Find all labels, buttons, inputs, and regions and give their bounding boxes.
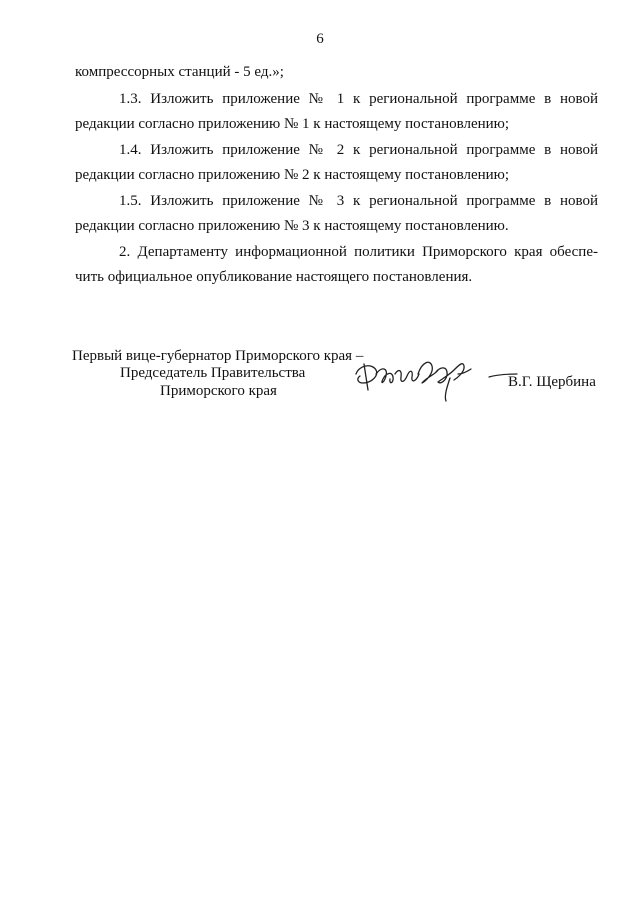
signer-title-line-3: Приморского края [160,383,277,399]
continuation-line: компрессорных станций - 5 ед.»; [75,64,284,80]
item-1-3-line-1: 1.3. Изложить приложение № 1 к региональной программе в новой [119,91,598,107]
item-1-5-line-1: 1.5. Изложить приложение № 3 к региональной программе в новой [119,193,598,209]
item-1-3-line-2: редакции согласно приложению № 1 к настоящему постановлению; [75,116,510,132]
signer-name: В.Г. Щербина [508,374,596,390]
item-2-line-2: чить официальное опубликование настоящего постановления. [75,269,473,285]
item-2-line-1: 2. Департаменту информационной политики Приморского края обеспе- [119,244,598,260]
item-1-4-line-2: редакции согласно приложению № 2 к настоящему постановлению; [75,167,510,183]
item-1-4-line-1: 1.4. Изложить приложение № 2 к региональной программе в новой [119,142,598,158]
page-number: 6 [316,31,324,47]
item-1-5-line-2: редакции согласно приложению № 3 к настоящему постановлению. [75,218,509,234]
signer-title-line-2: Председатель Правительства [120,365,306,381]
handwritten-signature [350,352,505,404]
signer-title-line-1: Первый вице-губернатор Приморского края – [72,348,364,364]
